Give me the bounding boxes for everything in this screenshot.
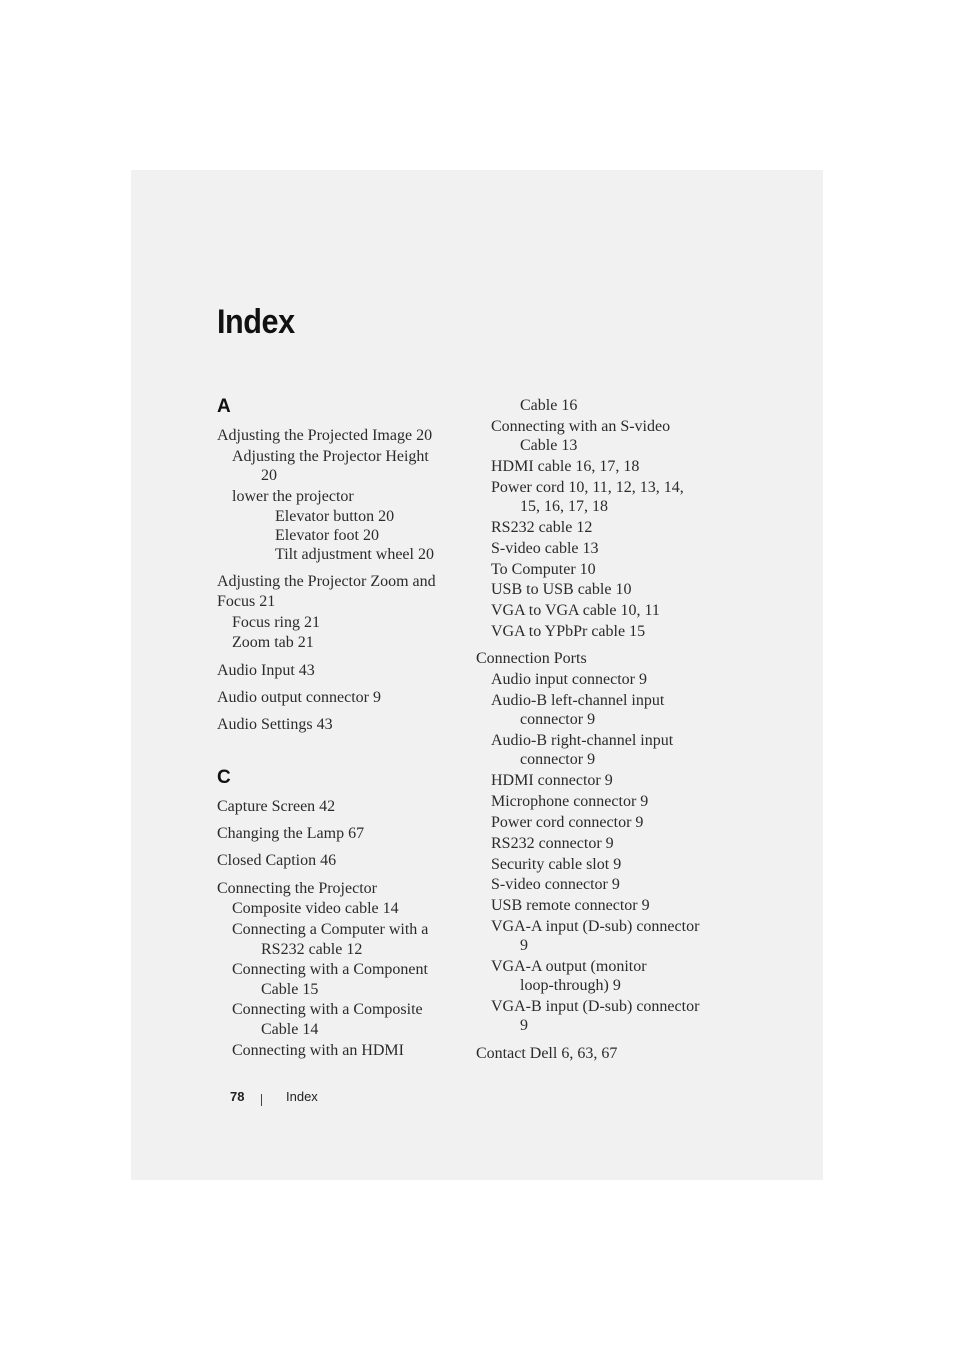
index-entry: RS232 cable 12 (261, 941, 363, 958)
index-entry: Closed Caption 46 (217, 852, 337, 869)
index-entry: Focus ring 21 (232, 614, 320, 631)
index-entry: Connecting the Projector (217, 880, 377, 897)
index-entry: Audio Input 43 (217, 662, 315, 679)
index-entry: Elevator button 20 (275, 508, 395, 525)
section-heading-a: A (217, 396, 231, 417)
index-entry: VGA-A output (monitor (491, 958, 647, 975)
index-entry: Security cable slot 9 (491, 856, 622, 873)
index-entry: Cable 15 (261, 981, 319, 998)
index-entry: USB to USB cable 10 (491, 581, 632, 598)
footer-section-label: Index (286, 1089, 318, 1104)
index-entry: Connecting a Computer with a (232, 921, 429, 938)
index-entry: Audio Settings 43 (217, 716, 333, 733)
index-entry: HDMI cable 16, 17, 18 (491, 458, 640, 475)
index-entry: 9 (520, 1017, 528, 1034)
footer-divider (261, 1094, 262, 1106)
index-entry: Cable 13 (520, 437, 578, 454)
index-entry: Adjusting the Projected Image 20 (217, 427, 433, 444)
index-entry: Composite video cable 14 (232, 900, 399, 917)
index-entry: VGA-A input (D-sub) connector (491, 918, 700, 935)
index-entry: USB remote connector 9 (491, 897, 650, 914)
index-entry: Connection Ports (476, 650, 587, 667)
section-heading-c: C (217, 767, 231, 788)
index-entry: Changing the Lamp 67 (217, 825, 365, 842)
index-entry: Audio-B left-channel input (491, 692, 665, 709)
index-entry: VGA to VGA cable 10, 11 (491, 602, 660, 619)
index-entry: VGA-B input (D-sub) connector (491, 998, 700, 1015)
index-entry: Adjusting the Projector Height (232, 448, 429, 465)
index-entry: S-video cable 13 (491, 540, 599, 557)
index-entry: connector 9 (520, 751, 596, 768)
index-entry: Connecting with an HDMI (232, 1042, 404, 1059)
index-entry: Focus 21 (217, 593, 276, 610)
index-entry: Cable 14 (261, 1021, 319, 1038)
index-entry: Connecting with a Component (232, 961, 428, 978)
index-entry: Capture Screen 42 (217, 798, 336, 815)
index-entry: Adjusting the Projector Zoom and (217, 573, 436, 590)
index-entry: HDMI connector 9 (491, 772, 613, 789)
index-entry: Cable 16 (520, 397, 578, 414)
index-entry: Zoom tab 21 (232, 634, 314, 651)
index-entry: RS232 connector 9 (491, 835, 614, 852)
index-entry: 20 (261, 467, 277, 484)
index-entry: Connecting with an S-video (491, 418, 671, 435)
page-title: Index (217, 303, 295, 341)
page-number: 78 (230, 1089, 245, 1104)
index-entry: connector 9 (520, 711, 596, 728)
index-entry: Audio input connector 9 (491, 671, 647, 688)
index-entry: Microphone connector 9 (491, 793, 649, 810)
index-entry: Tilt adjustment wheel 20 (275, 546, 434, 563)
index-entry: Connecting with a Composite (232, 1001, 423, 1018)
index-entry: 9 (520, 937, 528, 954)
index-entry: loop-through) 9 (520, 977, 621, 994)
index-entry: VGA to YPbPr cable 15 (491, 623, 646, 640)
index-entry: lower the projector (232, 488, 354, 505)
index-entry: Power cord connector 9 (491, 814, 644, 831)
index-entry: 15, 16, 17, 18 (520, 498, 608, 515)
index-entry: Elevator foot 20 (275, 527, 379, 544)
index-entry: Audio-B right-channel input (491, 732, 674, 749)
index-entry: Power cord 10, 11, 12, 13, 14, (491, 479, 684, 496)
index-entry: To Computer 10 (491, 561, 596, 578)
index-entry: S-video connector 9 (491, 876, 620, 893)
index-entry: RS232 cable 12 (491, 519, 593, 536)
index-entry: Audio output connector 9 (217, 689, 381, 706)
index-entry: Contact Dell 6, 63, 67 (476, 1045, 618, 1062)
